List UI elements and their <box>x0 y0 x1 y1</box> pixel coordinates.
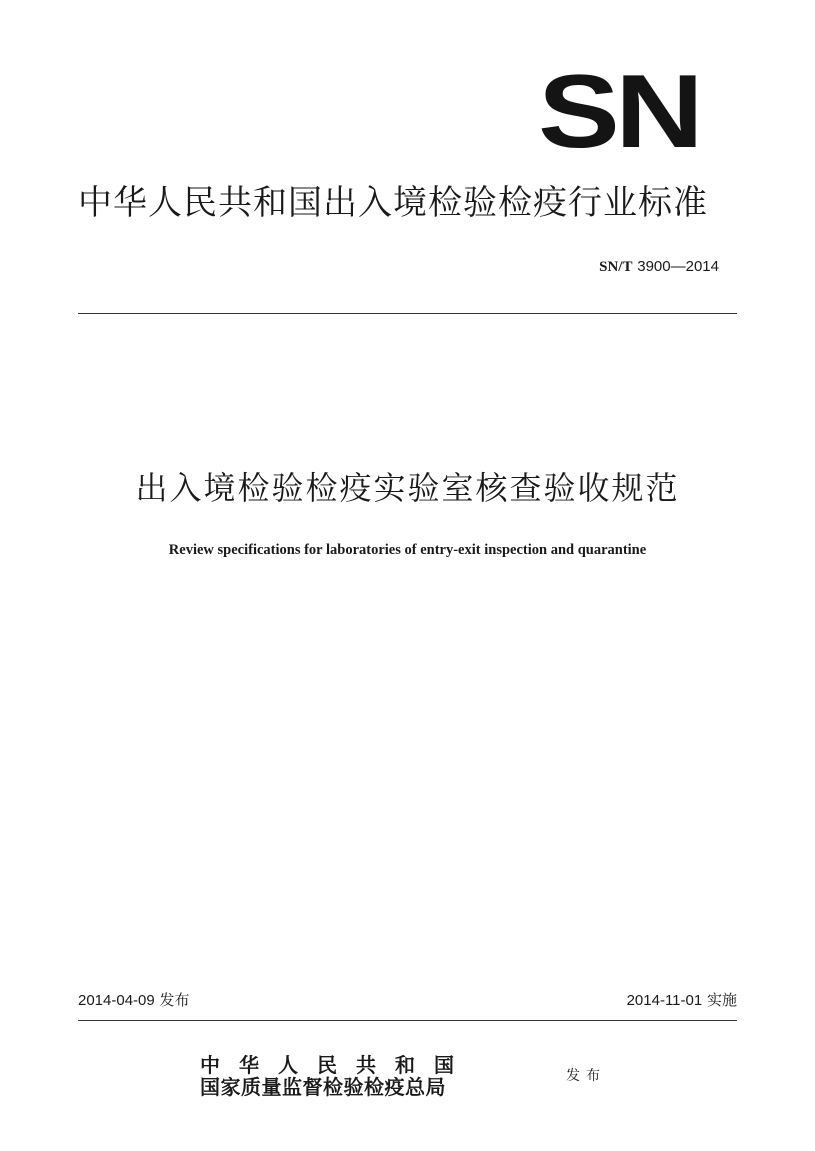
issuer-line-1: 中华人民共和国 <box>200 1053 473 1077</box>
document-title-en: Review specifications for laboratories of entry-exit inspection and quarantine <box>168 542 647 558</box>
standard-number-value: 3900—2014 <box>637 258 719 275</box>
industry-standard-title: 中华人民共和国出入境检验检疫行业标准 <box>78 183 708 223</box>
issuer-block <box>200 1055 620 1115</box>
implementation-date-value: 2014-11-01 <box>626 992 703 1009</box>
document-title-zh: 出入境检验检疫实验室核查验收规范 <box>135 469 680 507</box>
issuer-line-2: 国家质量监督检验检疫总局 <box>200 1075 446 1099</box>
issue-date <box>78 990 190 1011</box>
sn-logo: SN <box>538 54 700 170</box>
issue-date-value: 2014-04-09 <box>78 992 155 1009</box>
implementation-date <box>627 990 737 1011</box>
bottom-divider <box>78 1020 737 1021</box>
issuer-action-label: 发布 <box>566 1068 606 1084</box>
issue-date-label: 发布 <box>159 991 190 1009</box>
standard-number <box>599 256 719 277</box>
standard-number-prefix: SN/T <box>599 259 633 275</box>
top-divider <box>78 313 737 314</box>
implementation-date-label: 实施 <box>706 991 737 1009</box>
